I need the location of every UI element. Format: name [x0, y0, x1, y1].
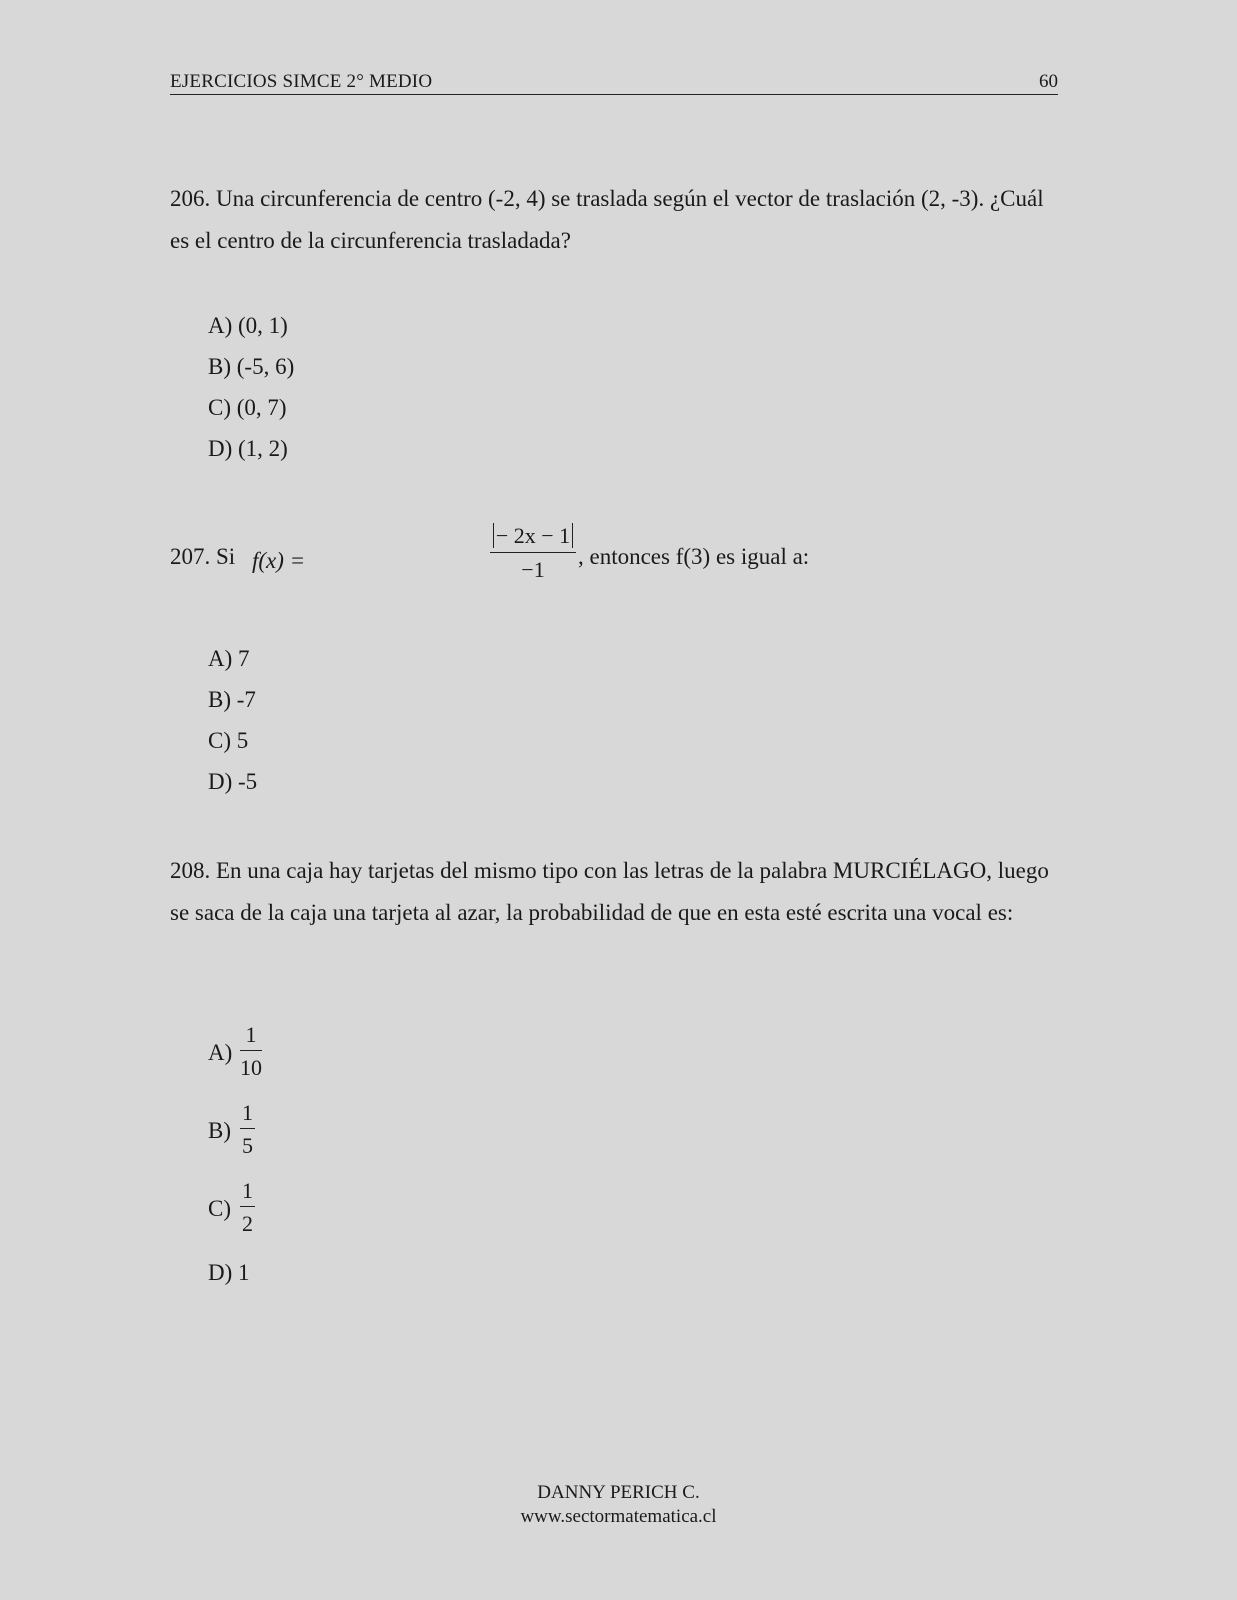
option-a: A) 7 [208, 646, 250, 671]
option-fraction [240, 1098, 255, 1159]
option-label: A) [208, 1040, 233, 1065]
question-207-prefix: 207. Si [170, 544, 236, 569]
footer-author: DANNY PERICH C. [537, 1482, 700, 1503]
fraction-denominator: 10 [240, 1055, 262, 1080]
fraction-denominator: 5 [242, 1133, 253, 1158]
fraction-numerator: 1 [240, 1176, 255, 1207]
function-fraction [490, 520, 576, 585]
option-label: B) [208, 1118, 231, 1143]
option-b: B) -7 [208, 687, 256, 712]
option-d: D) -5 [208, 769, 258, 794]
fraction-denominator: −1 [521, 557, 545, 582]
option-a: A) (0, 1) [208, 313, 288, 338]
option-d: D) 1 [208, 1260, 250, 1285]
page-header [170, 70, 1058, 95]
fraction-numerator: 1 [240, 1020, 262, 1051]
question-206-options [208, 305, 294, 469]
option-b: B) (-5, 6) [208, 354, 295, 379]
page-number: 60 [1039, 71, 1058, 92]
fraction-numerator [490, 520, 576, 553]
footer-website: www.sectormatematica.cl [520, 1506, 717, 1527]
question-207-suffix: , entonces f(3) es igual a: [578, 544, 810, 569]
option-c: C) 5 [208, 728, 249, 753]
question-207-options [208, 638, 257, 802]
question-208: 208. En una caja hay tarjetas del mismo tipo con las letras de la palabra MURCIÉLAGO, luego se saca de la caja una tarjeta al azar, la probabilidad de que en esta esté escrita una vocal es: [170, 858, 1049, 925]
question-207 [170, 520, 1070, 590]
option-fraction [240, 1176, 255, 1237]
question-206: 206. Una circunferencia de centro (-2, 4) se traslada según el vector de traslación (2, -3). ¿Cuál es el centro de la circunferencia trasladada? [170, 186, 1044, 253]
option-c: C) (0, 7) [208, 395, 287, 420]
option-c [208, 1176, 253, 1254]
option-label: C) [208, 1196, 231, 1221]
option-b [208, 1098, 253, 1176]
option-a [208, 1020, 262, 1098]
option-d: D) (1, 2) [208, 436, 288, 461]
header-title: EJERCICIOS SIMCE 2° MEDIO [170, 71, 433, 92]
absolute-value: − 2x − 1 [493, 523, 573, 548]
fraction-denominator: 2 [242, 1211, 253, 1236]
fraction-numerator: 1 [240, 1098, 255, 1129]
question-208-options [208, 1020, 262, 1293]
function-notation: f(x) = [252, 548, 306, 573]
option-fraction [240, 1020, 262, 1081]
